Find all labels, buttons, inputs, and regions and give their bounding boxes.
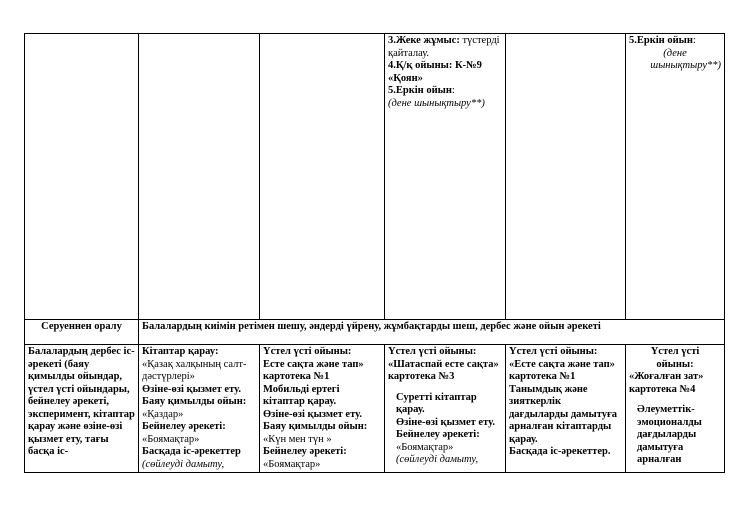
activity-heading: Баяу қимылды ойын: xyxy=(263,421,368,432)
activity-heading: Басқада іс-әрекеттер. xyxy=(509,446,611,457)
spacer xyxy=(388,384,502,392)
activity-heading: картотека №3 xyxy=(388,371,455,382)
activity-text: «Қаздар» xyxy=(142,408,184,420)
activity-heading: Бейнелеу әрекеті: xyxy=(142,421,226,432)
activity-heading: ойыны: xyxy=(656,358,694,370)
activity-heading: Бейнелеу әрекеті: xyxy=(263,446,347,457)
activity-heading: Үстел үсті ойыны: xyxy=(509,346,598,357)
table-row xyxy=(25,320,725,345)
schedule-table xyxy=(24,33,725,473)
free-play-note: шынықтыру**) xyxy=(650,60,721,71)
table-cell-thursday xyxy=(506,345,626,473)
activity-heading: «Есте сақта және тап» xyxy=(509,358,615,370)
activity-heading: картотека №1 xyxy=(509,371,576,382)
free-play-note: (дене шынықтыру**) xyxy=(388,97,485,109)
activity-heading: «Жоғалған зат» xyxy=(629,371,704,382)
free-play-heading: 5.Еркін ойын xyxy=(629,35,693,46)
table-cell xyxy=(25,34,139,320)
activity-text: «Боямақтар» xyxy=(263,458,321,470)
table-cell-monday xyxy=(139,345,260,473)
activity-heading: Өзіне-өзі қызмет ету. xyxy=(142,383,241,395)
activity-heading: Мобильді ертегі кітаптар қарау. xyxy=(263,383,340,407)
activity-note: (сөйлеуді дамыту, xyxy=(142,458,225,470)
activity-heading: Үстел үсті ойыны: xyxy=(263,346,352,357)
colon: : xyxy=(451,85,455,96)
activity-heading: картотека №1 xyxy=(263,371,330,382)
table-cell-wednesday xyxy=(385,345,506,473)
table-cell-free-play xyxy=(626,34,725,320)
table-cell-tuesday xyxy=(260,345,385,473)
activity-heading: Бейнелеу әрекеті: xyxy=(396,429,480,440)
independent-activity-label: Балалардың дербес іс-әрекеті (баяу қимылды ойындар, үстел үсті ойындары, бейнелеу әрекеті, эксперимент, кітаптар қарау және өзіне-өзі қызмет ету, тағы басқа іс- xyxy=(25,345,139,473)
table-row xyxy=(25,34,725,320)
activity-heading: Танымдық және зияткерлік дағдыларды дамытуға арналған кітаптарды қарау. xyxy=(509,383,618,445)
colon: : xyxy=(692,35,696,46)
activity-heading: Суретті кітаптар қарау. xyxy=(396,391,477,415)
activity-heading: «Шатаспай есте сақта» xyxy=(388,358,499,370)
individual-work-heading: 3.Жеке жұмыс: xyxy=(388,35,460,46)
activity-heading: Есте сақта және тап» xyxy=(263,358,364,370)
free-play-heading: 5.Еркін ойын xyxy=(388,85,452,96)
table-cell xyxy=(260,34,385,320)
table-cell xyxy=(139,34,260,320)
return-from-walk-text: Балалардың киімін ретімен шешу, әндерді үйрену, жұмбақтарды шеш, дербес және ойын әрекеті xyxy=(139,320,725,345)
table-cell xyxy=(506,34,626,320)
activity-heading: Өзіне-өзі қызмет ету. xyxy=(396,416,495,428)
activity-heading: Баяу қимылды ойын: xyxy=(142,396,247,407)
activity-heading: Үстел үсті ойыны: xyxy=(388,346,477,357)
table-row xyxy=(25,345,725,473)
activity-note: (сөйлеуді дамыту, xyxy=(396,454,479,465)
activity-heading: Өзіне-өзі қызмет ету. xyxy=(263,408,362,420)
free-play-note: (дене xyxy=(663,47,687,59)
return-from-walk-label: Серуеннен оралу xyxy=(25,320,139,345)
activity-heading: картотека №4 xyxy=(629,383,696,395)
activity-heading: Басқада іс-әрекеттер xyxy=(142,446,241,457)
table-cell-individual-work xyxy=(385,34,506,320)
spacer xyxy=(629,396,721,404)
activity-text: «Қазақ халқының салт-дәстүрлері» xyxy=(142,358,247,382)
activity-text: «Боямақтар» xyxy=(142,433,200,445)
activity-heading: Әлеуметтік-эмоционалды дағдыларды дамытуға арналған xyxy=(637,404,702,465)
table-cell-friday xyxy=(626,345,725,473)
activity-text: «Күн мен түн » xyxy=(263,433,332,445)
activity-heading: Үстел үсті xyxy=(650,346,700,357)
movement-game-text: 4.Қ/қ ойыны: К-№9 «Қоян» xyxy=(388,60,482,84)
individual-work-text: түстерді қайталау. xyxy=(388,35,500,59)
activity-heading: Кітаптар қарау: xyxy=(142,346,219,357)
activity-text: «Боямақтар» xyxy=(396,441,454,453)
